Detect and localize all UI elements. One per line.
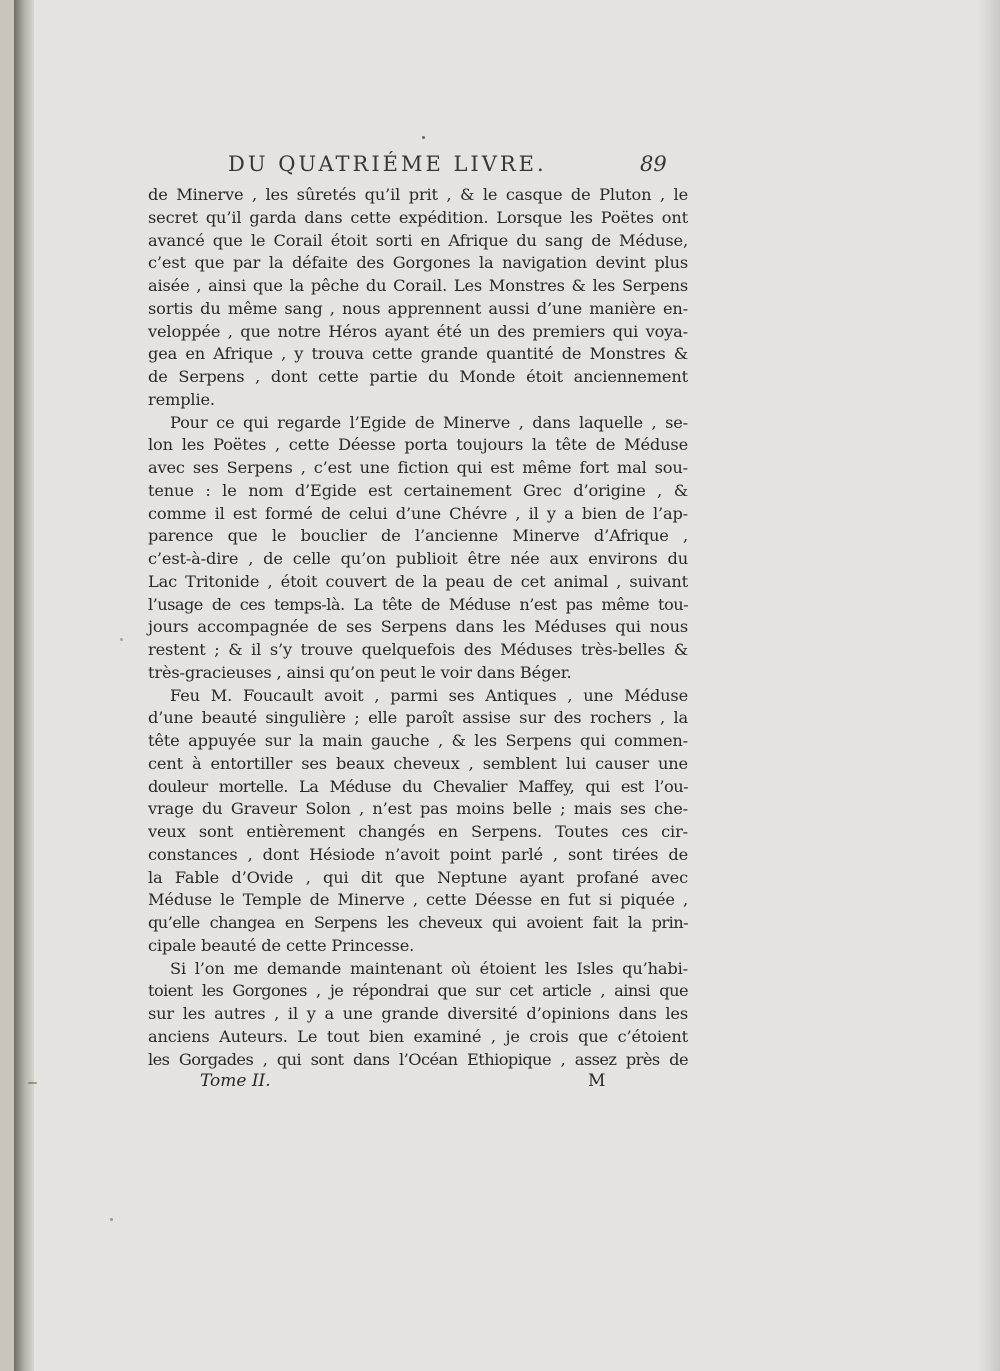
text-line: Méduse le Temple de Minerve , cette Déesse en fut si piquée , bbox=[148, 890, 688, 910]
text-line: douleur mortelle. La Méduse du Chevalier Maffey, qui est l’ou- bbox=[148, 776, 688, 796]
body-text bbox=[148, 184, 688, 1071]
paper-speck bbox=[422, 136, 425, 139]
text-line: d’une beauté singulière ; elle paroît assise sur des rochers , la bbox=[148, 708, 688, 728]
text-line: toient les Gorgones , je répondrai que sur cet article , ainsi que bbox=[148, 981, 688, 1001]
text-line: l’usage de ces temps-là. La tête de Méduse n’est pas même tou- bbox=[148, 594, 688, 614]
text-line: qu’elle changea en Serpens les cheveux qui avoient fait la prin- bbox=[148, 913, 688, 932]
text-line: avec ses Serpens , c’est une fiction qui est même fort mal sou- bbox=[148, 458, 688, 477]
text-line: de Minerve , les sûretés qu’il prit , & le casque de Pluton , le bbox=[148, 185, 688, 204]
text-line: veloppée , que notre Héros ayant été un des premiers qui voya- bbox=[148, 321, 688, 341]
text-line: Si l’on me demande maintenant où étoient les Isles qu’habi- bbox=[170, 958, 688, 978]
text-line: Lac Tritonide , étoit couvert de la peau de cet animal , suivant bbox=[148, 571, 688, 591]
text-line: de Serpens , dont cette partie du Monde étoit anciennement bbox=[148, 367, 688, 386]
text-line: lon les Poëtes , cette Déesse porta toujours la tête de Méduse bbox=[148, 435, 688, 455]
text-line: la Fable d’Ovide , qui dit que Neptune ayant profané avec bbox=[148, 867, 688, 887]
text-line: tenue : le nom d’Egide est certainement Grec d’origine , & bbox=[148, 480, 688, 500]
text-line: c’est-à-dire , de celle qu’on publioit être née aux environs du bbox=[148, 549, 688, 568]
text-line: secret qu’il garda dans cette expédition. Lorsque les Poëtes ont bbox=[148, 207, 688, 227]
page-gutter bbox=[14, 0, 34, 1371]
text-line: parence que le bouclier de l’ancienne Minerve d’Afrique , bbox=[148, 526, 688, 546]
text-line: remplie. bbox=[148, 389, 215, 409]
running-title: DU QUATRIÉME LIVRE. bbox=[228, 152, 547, 176]
text-line: tête appuyée sur la main gauche , & les Serpens qui commen- bbox=[148, 731, 688, 750]
text-line: Pour ce qui regarde l’Egide de Minerve , dans laquelle , se- bbox=[170, 412, 688, 432]
page-header bbox=[148, 152, 688, 184]
text-line: cent à entortiller ses beaux cheveux , semblent lui causer une bbox=[148, 753, 688, 773]
text-line: sortis du même sang , nous apprennent aussi d’une manière en- bbox=[148, 298, 688, 318]
text-line: cipale beauté de cette Princesse. bbox=[148, 935, 415, 955]
text-line: veux sont entièrement changés en Serpens. Toutes ces cir- bbox=[148, 822, 688, 841]
page-footer bbox=[148, 1071, 688, 1097]
text-line: très-gracieuses , ainsi qu’on peut le voir dans Béger. bbox=[148, 662, 572, 682]
volume-label: Tome II. bbox=[200, 1071, 271, 1092]
text-line: jours accompagnée de ses Serpens dans les Méduses qui nous bbox=[148, 617, 688, 637]
paper-speck bbox=[110, 1218, 113, 1221]
text-line: restent ; & il s’y trouve quelquefois des Méduses très-belles & bbox=[148, 640, 688, 659]
text-line: c’est que par la défaite des Gorgones la navigation devint plus bbox=[148, 253, 688, 273]
paper-speck bbox=[28, 1082, 37, 1084]
paper-speck bbox=[120, 638, 123, 641]
text-line: sur les autres , il y a une grande diversité d’opinions dans les bbox=[148, 1004, 688, 1023]
text-block bbox=[148, 152, 688, 1097]
text-line: comme il est formé de celui d’une Chévre , il y a bien de l’ap- bbox=[148, 503, 688, 523]
text-line: aisée , ainsi que la pêche du Corail. Les Monstres & les Serpens bbox=[148, 276, 688, 295]
text-line: vrage du Graveur Solon , n’est pas moins belle ; mais ses che- bbox=[148, 799, 688, 819]
text-line: Feu M. Foucault avoit , parmi ses Antiques , une Méduse bbox=[170, 685, 688, 705]
text-line: constances , dont Hésiode n’avoit point parlé , sont tirées de bbox=[148, 844, 688, 864]
text-line: avancé que le Corail étoit sorti en Afrique du sang de Méduse, bbox=[148, 230, 688, 250]
text-line: les Gorgades , qui sont dans l’Océan Ethiopique , assez près de bbox=[148, 1049, 688, 1069]
signature-mark: M bbox=[588, 1071, 606, 1092]
page-number: 89 bbox=[640, 152, 667, 176]
page-edge-shadow bbox=[978, 0, 1000, 1371]
book-page bbox=[14, 0, 1000, 1371]
text-line: gea en Afrique , y trouva cette grande quantité de Monstres & bbox=[148, 344, 688, 364]
text-line: anciens Auteurs. Le tout bien examiné , je crois que c’étoient bbox=[148, 1026, 688, 1046]
